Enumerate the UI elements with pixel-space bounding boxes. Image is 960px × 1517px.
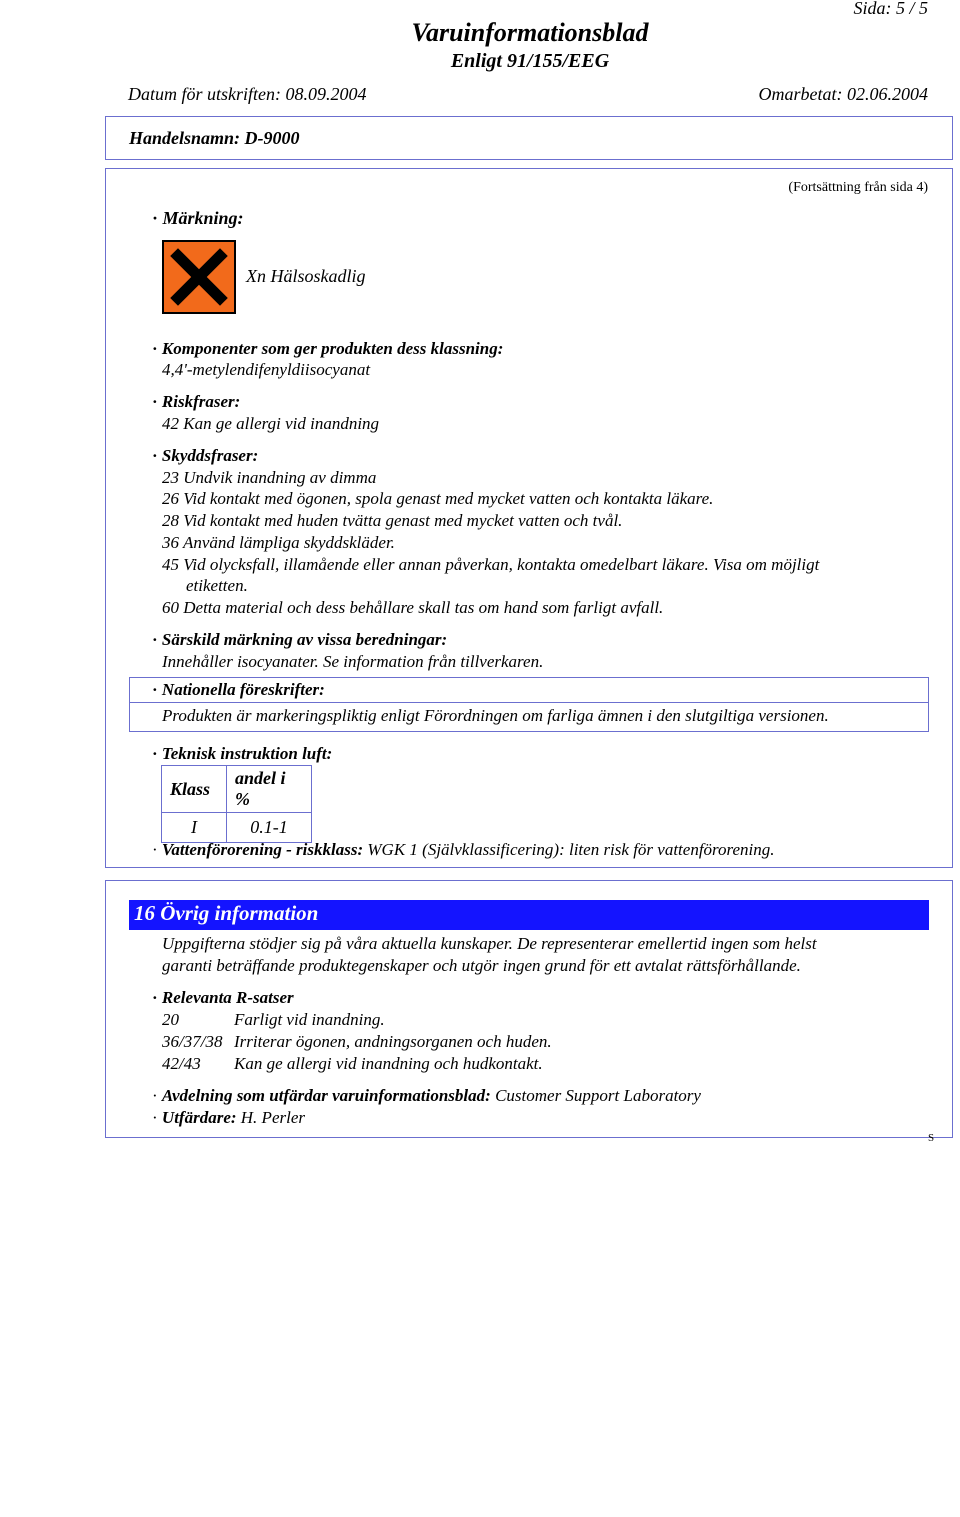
technical-heading: · Teknisk instruktion luft: — [152, 744, 333, 763]
safety-phrase-continued: etiketten. — [186, 576, 248, 595]
safety-phrase: 60 Detta material och dess behållare skall tas om hand som farligt avfall. — [162, 598, 664, 617]
section-16-intro: garanti beträffande produktegenskaper och utgör ingen grund för ett avtalat rättsförhållande. — [162, 956, 801, 975]
safety-phrase: 26 Vid kontakt med ögonen, spola genast med mycket vatten och kontakta läkare. — [162, 489, 714, 508]
technical-table — [161, 765, 312, 843]
symbol-label: Xn Hälsoskadlig — [246, 266, 366, 286]
hazard-symbol — [162, 240, 236, 314]
document-subtitle: Enligt 91/155/EEG — [450, 50, 610, 72]
table-cell: I — [162, 813, 227, 843]
section-16-intro: Uppgifterna stödjer sig på våra aktuella kunskaper. De representerar emellertid ingen som helst — [162, 934, 817, 953]
special-marking-heading: · Särskild märkning av vissa beredningar: — [152, 630, 448, 649]
risk-phrases-heading: · Riskfraser: — [152, 392, 241, 411]
trade-name-box — [105, 116, 953, 160]
column-header: andel i % — [227, 766, 312, 813]
national-divider — [129, 702, 929, 703]
r-phrase-code: 42/43 — [162, 1054, 201, 1073]
safety-phrase: 36 Använd lämpliga skyddskläder. — [162, 533, 395, 552]
national-value: Produkten är markeringspliktig enligt Förordningen om farliga ämnen i den slutgiltiga versionen. — [162, 706, 829, 725]
issuing-department: · Avdelning som utfärdar varuinformationsblad: Customer Support Laboratory — [152, 1086, 701, 1105]
department-heading: Avdelning som utfärdar varuinformationsblad: — [161, 1086, 491, 1105]
safety-phrase: 28 Vid kontakt med huden tvätta genast med mycket vatten och tvål. — [162, 511, 623, 530]
safety-phrase: 23 Undvik inandning av dimma — [162, 468, 377, 487]
r-phrase-code: 20 — [162, 1010, 179, 1029]
issuer: · Utfärdare: H. Perler — [152, 1108, 305, 1127]
marking-heading: · Märkning: — [152, 208, 244, 228]
r-phrase-text: Irriterar ögonen, andningsorganen och huden. — [234, 1032, 552, 1051]
special-marking-value: Innehåller isocyanater. Se information från tillverkaren. — [162, 652, 544, 671]
trade-name: Handelsnamn: D-9000 — [129, 128, 300, 148]
r-phrase-code: 36/37/38 — [162, 1032, 223, 1051]
water-heading: Vattenförorening - riskklass: — [161, 840, 364, 859]
issuer-value: H. Perler — [240, 1108, 305, 1127]
safety-phrases-heading: · Skyddsfraser: — [152, 446, 259, 465]
components-value: 4,4'-metylendifenyldiisocyanat — [162, 360, 371, 379]
document-title: Varuinformationsblad — [411, 18, 649, 47]
department-value: Customer Support Laboratory — [495, 1086, 701, 1105]
cross-icon — [164, 242, 234, 312]
column-header: Klass — [162, 766, 227, 813]
table-header-row — [162, 766, 312, 813]
r-phrase-text: Farligt vid inandning. — [234, 1010, 385, 1029]
footer-mark: S — [928, 1132, 935, 1144]
continuation-note: (Fortsättning från sida 4) — [788, 180, 928, 195]
water-value: WGK 1 (Självklassificering): liten risk för vattenförorening. — [367, 840, 775, 859]
print-date: Datum för utskriften: 08.09.2004 — [128, 84, 367, 104]
risk-phrase: 42 Kan ge allergi vid inandning — [162, 414, 380, 433]
revision-date: Omarbetat: 02.06.2004 — [758, 84, 928, 104]
table-row — [162, 813, 312, 843]
water-pollution: · Vattenförorening - riskklass: WGK 1 (Självklassificering): liten risk för vattenförorening. — [152, 840, 775, 859]
safety-phrase: 45 Vid olycksfall, illamående eller annan påverkan, kontakta omedelbart läkare. Visa om möjligt — [162, 555, 820, 574]
section-16-title: 16 Övrig information — [134, 901, 319, 925]
page-number: Sida: 5 / 5 — [853, 0, 928, 18]
r-phrases-heading: · Relevanta R-satser — [152, 988, 294, 1007]
table-cell: 0.1-1 — [227, 813, 312, 843]
national-heading: · Nationella föreskrifter: — [152, 680, 325, 699]
issuer-heading: Utfärdare: — [161, 1108, 237, 1127]
r-phrase-text: Kan ge allergi vid inandning och hudkontakt. — [234, 1054, 543, 1073]
components-heading: · Komponenter som ger produkten dess klassning: — [152, 339, 504, 358]
section-16-bar — [129, 900, 929, 930]
